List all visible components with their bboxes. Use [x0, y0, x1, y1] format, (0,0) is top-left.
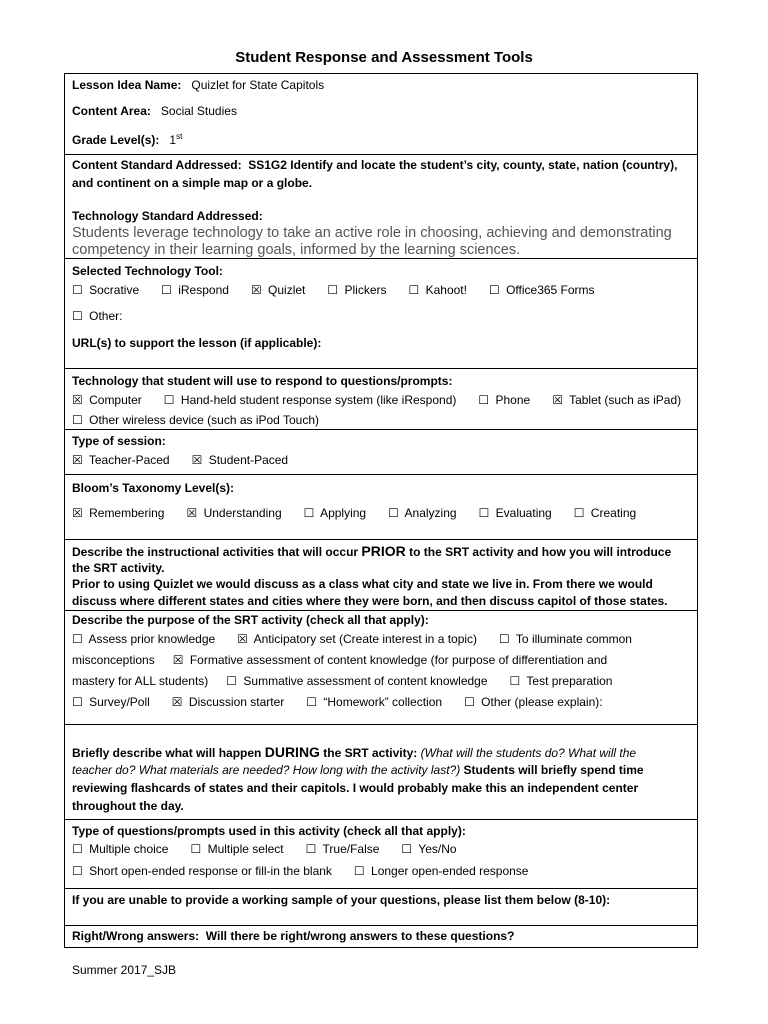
- checkbox-option[interactable]: [499, 630, 632, 648]
- checkbox-label: Anticipatory set (Create interest in a topic): [250, 632, 478, 646]
- checkbox-label: Office365 Forms: [502, 283, 595, 297]
- checkbox-label: Teacher-Paced: [85, 453, 170, 467]
- tech-standard-value-2: competency in their learning goals, informed by the learning sciences.: [72, 242, 521, 258]
- checkbox-label: Hand-held student response system (like iRespond): [177, 393, 457, 407]
- checkbox-label: Student-Paced: [205, 453, 289, 467]
- checkbox-option[interactable]: [464, 693, 603, 711]
- url-label: URL(s) to support the lesson (if applicable):: [72, 336, 322, 350]
- checkbox-option[interactable]: [479, 504, 552, 522]
- checkbox-label: Evaluating: [492, 506, 552, 520]
- checkbox-label: Socrative: [85, 283, 140, 297]
- checkbox-icon[interactable]: ☐: [464, 695, 475, 709]
- during-answer-3: throughout the day.: [72, 799, 184, 813]
- checked-box-icon[interactable]: ☒: [237, 632, 248, 646]
- checkbox-icon[interactable]: ☐: [478, 506, 490, 520]
- checkbox-icon[interactable]: ☐: [327, 283, 339, 297]
- during-question-start: Briefly describe what will happen: [72, 746, 265, 760]
- checkbox-icon[interactable]: ☐: [226, 674, 238, 688]
- sample-questions-section: [64, 889, 698, 926]
- question-types-row-2: [72, 862, 550, 880]
- checkbox-option[interactable]: [72, 391, 142, 409]
- checkbox-label: Kahoot!: [422, 283, 467, 297]
- device-other-label: Other wireless device (such as iPod Touch): [89, 413, 319, 427]
- checkbox-label: Tablet (such as iPad): [565, 393, 682, 407]
- checkbox-option[interactable]: [226, 672, 487, 690]
- checkbox-option[interactable]: [72, 630, 215, 648]
- checkbox-label: Phone: [492, 393, 531, 407]
- checkbox-option[interactable]: [304, 504, 366, 522]
- prior-question-start: Describe the instructional activities that will occur: [72, 545, 362, 559]
- right-wrong-label: Right/Wrong answers:: [72, 929, 200, 943]
- checkbox-label: Quizlet: [264, 283, 306, 297]
- checkbox-option[interactable]: [72, 840, 168, 858]
- prior-answer-1: Prior to using Quizlet we would discuss as a class what city and state we live in. From there we would: [72, 577, 653, 591]
- during-question-italic-2: teacher do? What materials are needed? How long with the activity last?): [72, 763, 461, 777]
- checkbox-label: Test preparation: [523, 674, 613, 688]
- checked-box-icon[interactable]: ☒: [191, 453, 203, 467]
- device-section: [64, 369, 698, 430]
- during-section: [64, 725, 698, 820]
- checkbox-label: “Homework” collection: [320, 695, 443, 709]
- checkbox-option[interactable]: [401, 840, 456, 858]
- checkbox-option[interactable]: [574, 504, 636, 522]
- checkbox-option[interactable]: [306, 693, 442, 711]
- checkbox-label: Remembering: [85, 506, 165, 520]
- tool-options: [72, 281, 617, 299]
- session-label: Type of session:: [72, 434, 166, 448]
- checkbox-icon[interactable]: ☐: [306, 695, 318, 709]
- checked-box-icon[interactable]: ☒: [250, 283, 262, 297]
- right-wrong-question: Will there be right/wrong answers to these questions?: [205, 929, 515, 943]
- purpose-row-1: [72, 630, 654, 648]
- checkbox-option[interactable]: [72, 504, 164, 522]
- during-question-emphasis: DURING: [264, 744, 320, 760]
- checkbox-label: Discussion starter: [185, 695, 285, 709]
- checkbox-label: Computer: [85, 393, 142, 407]
- checkbox-label: Short open-ended response or fill-in the blank: [85, 864, 332, 878]
- checkbox-label: Yes/No: [415, 842, 457, 856]
- purpose-row-2-prefix: misconceptions: [72, 653, 155, 667]
- checkbox-label: Plickers: [341, 283, 387, 297]
- tool-other-label: Other:: [89, 309, 123, 323]
- grade-level-value: 1: [169, 133, 177, 147]
- checkbox-option[interactable]: [72, 862, 332, 880]
- bloom-section: [64, 475, 698, 540]
- checked-box-icon[interactable]: ☒: [72, 506, 83, 520]
- tech-standard-value-1: Students leverage technology to take an active role in choosing, achieving and demonstrating: [72, 225, 672, 241]
- checkbox-label: Analyzing: [401, 506, 457, 520]
- checkbox-option[interactable]: [510, 672, 613, 690]
- prior-answer-2: discuss where different states and cities where they were born, and then discuss capitol of those states.: [72, 594, 668, 608]
- checkbox-option[interactable]: [409, 281, 467, 299]
- document-title: Student Response and Assessment Tools: [235, 49, 533, 66]
- checkbox-option[interactable]: [161, 281, 229, 299]
- checkbox-icon[interactable]: ☐: [72, 842, 83, 856]
- checkbox-label: Other (please explain):: [477, 695, 603, 709]
- checkbox-label: Survey/Poll: [85, 695, 150, 709]
- prior-section: [64, 540, 698, 611]
- checkbox-icon[interactable]: ☐: [305, 842, 317, 856]
- assessment-form: [64, 73, 698, 948]
- checkbox-label: Assess prior knowledge: [85, 632, 216, 646]
- checkbox-option[interactable]: [306, 840, 380, 858]
- checkbox-icon[interactable]: ☐: [573, 506, 585, 520]
- purpose-row-3-prefix: mastery for ALL students): [72, 674, 209, 688]
- checkbox-label: Multiple choice: [85, 842, 169, 856]
- purpose-row-2: [173, 653, 629, 667]
- checkbox-option[interactable]: [172, 693, 284, 711]
- question-types-row-1: [72, 840, 479, 858]
- during-question-end: the SRT activity:: [319, 746, 421, 760]
- checkbox-option[interactable]: [354, 862, 529, 880]
- content-area-label: Content Area:: [72, 104, 151, 118]
- checkbox-label: Summative assessment of content knowledge: [240, 674, 488, 688]
- checkbox-icon[interactable]: ☐: [72, 413, 83, 427]
- checkbox-option[interactable]: [327, 281, 386, 299]
- checkbox-option[interactable]: [192, 451, 289, 469]
- checked-box-icon[interactable]: ☒: [186, 506, 198, 520]
- checkbox-icon[interactable]: ☐: [499, 632, 510, 646]
- checkbox-option[interactable]: [552, 391, 681, 409]
- checkbox-icon[interactable]: ☐: [353, 864, 365, 878]
- checkbox-icon[interactable]: ☐: [163, 393, 175, 407]
- content-standard-value-1: SS1G2 Identify and locate the student’s city, county, state, nation (country),: [248, 158, 678, 172]
- checkbox-icon[interactable]: ☐: [488, 283, 500, 297]
- grade-level-label: Grade Level(s):: [72, 133, 160, 147]
- device-label: Technology that student will use to respond to questions/prompts:: [72, 374, 453, 388]
- prior-question-end: to the SRT activity and how you will introduce: [405, 545, 672, 559]
- device-options: [72, 391, 703, 409]
- purpose-section: [64, 611, 698, 725]
- grade-level-suffix: st: [176, 132, 183, 141]
- checkbox-option[interactable]: [72, 451, 170, 469]
- checkbox-label: Longer open-ended response: [367, 864, 529, 878]
- checkbox-option[interactable]: [72, 281, 139, 299]
- checkbox-label: True/False: [319, 842, 380, 856]
- footer-text: Summer 2017_SJB: [72, 963, 177, 977]
- during-answer-1: Students will briefly spend time: [460, 763, 644, 777]
- checkbox-icon[interactable]: ☐: [388, 506, 399, 520]
- checkbox-icon[interactable]: ☐: [303, 506, 315, 520]
- purpose-row-4: [72, 693, 625, 711]
- tool-label: Selected Technology Tool:: [72, 264, 223, 278]
- checkbox-icon[interactable]: ☐: [72, 695, 83, 709]
- checkbox-option[interactable]: [186, 504, 281, 522]
- purpose-row-3: [226, 674, 634, 688]
- lesson-name-value: Quizlet for State Capitols: [191, 78, 325, 92]
- session-options: [72, 451, 310, 469]
- checkbox-icon[interactable]: ☐: [478, 393, 490, 407]
- right-wrong-section: [64, 926, 698, 948]
- checkbox-option[interactable]: [72, 693, 150, 711]
- prior-question-emphasis: PRIOR: [361, 543, 406, 559]
- checkbox-option[interactable]: [388, 504, 456, 522]
- checkbox-option[interactable]: [251, 281, 305, 299]
- checkbox-icon[interactable]: ☐: [72, 632, 83, 646]
- checkbox-label: Multiple select: [204, 842, 284, 856]
- checkbox-option[interactable]: [190, 840, 283, 858]
- checkbox-label: Applying: [317, 506, 367, 520]
- tech-standard-label: Technology Standard Addressed:: [72, 209, 263, 223]
- checkbox-label: Creating: [587, 506, 637, 520]
- checkbox-option[interactable]: [164, 391, 457, 409]
- checked-box-icon[interactable]: ☒: [171, 695, 183, 709]
- checkbox-label: To illuminate common: [512, 632, 632, 646]
- content-standard-label: Content Standard Addressed:: [72, 158, 242, 172]
- checkbox-option[interactable]: [173, 651, 607, 669]
- checkbox-icon[interactable]: ☐: [72, 283, 83, 297]
- checked-box-icon[interactable]: ☒: [72, 453, 83, 467]
- checkbox-label: iRespond: [174, 283, 229, 297]
- content-area-value: Social Studies: [160, 104, 237, 118]
- lesson-name-label: Lesson Idea Name:: [72, 78, 182, 92]
- standards-section: [64, 155, 698, 259]
- sample-questions-label: If you are unable to provide a working sample of your questions, please list them below (8-10):: [72, 893, 611, 907]
- session-section: [64, 430, 698, 475]
- checkbox-icon[interactable]: ☐: [190, 842, 202, 856]
- checkbox-option[interactable]: [478, 391, 530, 409]
- checked-box-icon[interactable]: ☒: [172, 653, 184, 667]
- checked-box-icon[interactable]: ☒: [72, 393, 83, 407]
- lesson-info-section: [64, 73, 698, 155]
- checkbox-icon[interactable]: ☐: [401, 842, 413, 856]
- checkbox-label: Understanding: [200, 506, 282, 520]
- bloom-options: [72, 504, 658, 522]
- technology-tool-section: [64, 259, 698, 369]
- content-standard-value-2: and continent on a simple map or a globe.: [72, 176, 313, 190]
- purpose-label: Describe the purpose of the SRT activity (check all that apply):: [72, 613, 429, 627]
- bloom-label: Bloom’s Taxonomy Level(s):: [72, 481, 235, 495]
- during-answer-2: reviewing flashcards of states and their capitols. I would probably make this an independent center: [72, 781, 639, 795]
- checkbox-icon[interactable]: ☐: [72, 864, 83, 878]
- checkbox-label: Formative assessment of content knowledge (for purpose of differentiation and: [186, 653, 608, 667]
- checkbox-icon[interactable]: ☐: [509, 674, 521, 688]
- checkbox-icon[interactable]: ☐: [161, 283, 172, 297]
- checkbox-icon[interactable]: ☐: [408, 283, 420, 297]
- question-types-section: [64, 820, 698, 889]
- checked-box-icon[interactable]: ☒: [552, 393, 563, 407]
- checkbox-option[interactable]: [237, 630, 477, 648]
- prior-question-line-2: the SRT activity.: [72, 561, 165, 575]
- checkbox-option[interactable]: [489, 281, 595, 299]
- during-question-italic-1: (What will the students do? What will the: [420, 746, 637, 760]
- checkbox-icon[interactable]: ☐: [72, 309, 83, 323]
- question-types-label: Type of questions/prompts used in this activity (check all that apply):: [72, 824, 466, 838]
